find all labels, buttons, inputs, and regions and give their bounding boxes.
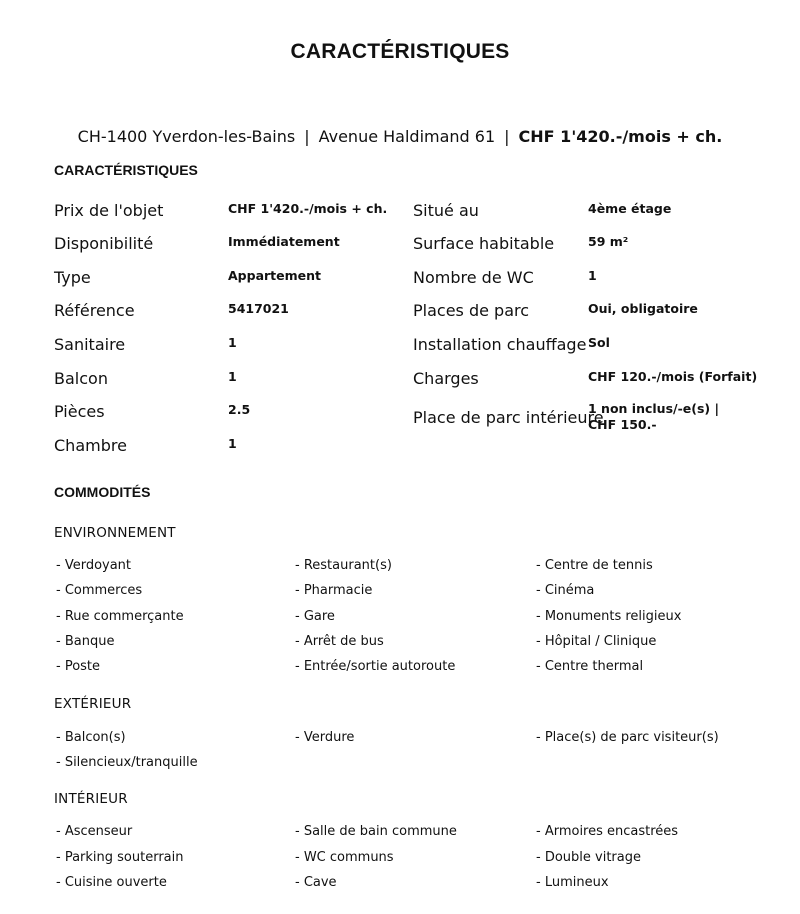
feature-label: Charges <box>413 369 479 388</box>
feature-label: Place de parc intérieure <box>413 408 604 427</box>
address-line <box>0 127 800 146</box>
amenity-item: - Entrée/sortie autoroute <box>295 659 456 674</box>
feature-label: Prix de l'objet <box>54 201 164 220</box>
feature-value: 1 non inclus/-e(s) | CHF 150.- <box>588 401 720 432</box>
amenity-item: - WC communs <box>295 850 394 865</box>
feature-value: CHF 1'420.-/mois + ch. <box>228 201 388 216</box>
address-price: CHF 1'420.-/mois + ch. <box>518 127 723 146</box>
feature-value: 2.5 <box>228 402 251 417</box>
address-separator: | <box>304 127 310 146</box>
amenities-heading: COMMODITÉS <box>54 484 151 500</box>
amenity-item: - Monuments religieux <box>536 609 682 624</box>
characteristics-heading: CARACTÉRISTIQUES <box>54 162 198 178</box>
feature-label: Nombre de WC <box>413 268 534 287</box>
feature-label: Installation chauffage <box>413 335 587 354</box>
amenity-item: - Centre de tennis <box>536 558 653 573</box>
feature-label: Chambre <box>54 436 127 455</box>
feature-value: Oui, obligatoire <box>588 301 698 316</box>
feature-label: Situé au <box>413 201 479 220</box>
amenity-item: - Balcon(s) <box>56 730 126 745</box>
feature-label: Pièces <box>54 402 105 421</box>
amenity-item: - Pharmacie <box>295 583 373 598</box>
amenity-item: - Rue commerçante <box>56 609 184 624</box>
feature-value: Immédiatement <box>228 234 340 249</box>
feature-label: Référence <box>54 301 135 320</box>
feature-value: Sol <box>588 335 610 350</box>
feature-label: Places de parc <box>413 301 530 320</box>
amenity-item: - Ascenseur <box>56 824 133 839</box>
address-separator: | <box>504 127 510 146</box>
feature-value: 1 <box>588 268 597 283</box>
amenity-item: - Arrêt de bus <box>295 634 384 649</box>
address-street: Avenue Haldimand 61 <box>318 127 496 146</box>
amenity-item: - Cuisine ouverte <box>56 875 167 890</box>
page-title: CARACTÉRISTIQUES <box>290 40 510 63</box>
amenity-item: - Hôpital / Clinique <box>536 634 657 649</box>
feature-value: CHF 120.-/mois (Forfait) <box>588 369 758 384</box>
amenity-item: - Restaurant(s) <box>295 558 392 573</box>
amenity-item: - Cave <box>295 875 337 890</box>
amenity-item: - Gare <box>295 609 335 624</box>
feature-value: 1 <box>228 335 237 350</box>
feature-label: Surface habitable <box>413 234 555 253</box>
amenity-group-title: ENVIRONNEMENT <box>54 525 176 541</box>
amenity-item: - Cinéma <box>536 583 595 598</box>
feature-value: 1 <box>228 369 237 384</box>
amenity-group-title: EXTÉRIEUR <box>54 696 132 712</box>
amenity-item: - Verdoyant <box>56 558 132 573</box>
amenity-item: - Commerces <box>56 583 143 598</box>
amenity-item: - Silencieux/tranquille <box>56 755 198 770</box>
feature-value: 5417021 <box>228 301 289 316</box>
feature-value: 4ème étage <box>588 201 672 216</box>
amenity-item: - Centre thermal <box>536 659 644 674</box>
amenity-item: - Salle de bain commune <box>295 824 457 839</box>
feature-label: Balcon <box>54 369 108 388</box>
feature-label: Disponibilité <box>54 234 154 253</box>
feature-value: 59 m² <box>588 234 629 249</box>
feature-label: Type <box>54 268 91 287</box>
amenity-item: - Lumineux <box>536 875 609 890</box>
address-city: CH-1400 Yverdon-les-Bains <box>77 127 296 146</box>
amenity-item: - Poste <box>56 659 101 674</box>
amenity-item: - Double vitrage <box>536 850 641 865</box>
amenity-item: - Armoires encastrées <box>536 824 679 839</box>
amenity-group-title: INTÉRIEUR <box>54 791 128 807</box>
amenity-item: - Parking souterrain <box>56 850 184 865</box>
feature-value: Appartement <box>228 268 321 283</box>
feature-value: 1 <box>228 436 237 451</box>
amenity-item: - Verdure <box>295 730 355 745</box>
amenity-item: - Place(s) de parc visiteur(s) <box>536 730 719 745</box>
amenity-item: - Banque <box>56 634 115 649</box>
feature-label: Sanitaire <box>54 335 126 354</box>
